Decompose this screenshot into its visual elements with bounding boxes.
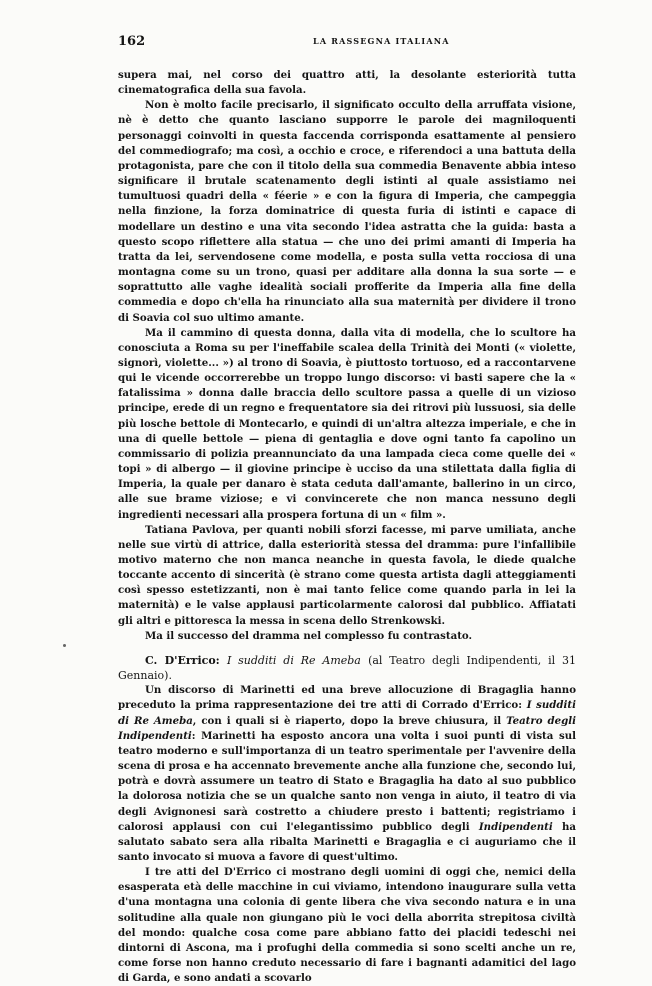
paragraph: Ma il cammino di questa donna, dalla vita di modella, che lo scultore ha conosciuta a Roma su per l'ineffabile scalea della Trinità dei Monti (« violette, signorì, violette... ») al trono di Soavia, è piuttosto tortuoso, ed a raccontarvene qui le vicende occorrerebbe un troppo lungo discorso: vi basti sapere che la « fatalissima » donna dalle braccia dello scultore passa a quelle di un vizioso principe, erede di un regno e frequentatore sia dei ritrovi più lussuosi, sia delle più losche bettole di Montecarlo, e quindi di un'altra altezza imperiale, e che in una di quelle bettole — piena di gentaglia e dove ogni tanto fa capolino un commissario di polizia preannunciato da una lampada cieca come quelle dei « topi » di albergo — il giovine principe è ucciso da una stilettata dalla figlia di Imperia, la quale per danaro è stata ceduta dall'amante, ballerino in un circo, alle sue brame viziose; e vi convincerete che non manca nessuno degli ingredienti necessari alla prospera fortuna di un « film ». bbox=[118, 326, 576, 521]
text-run: ha salutato sabato sera alla ribalta Marinetti e Bragaglia e ci auguriamo che il santo invocato si muova a favore di quest'ultimo. bbox=[118, 820, 576, 863]
running-title: LA RASSEGNA ITALIANA bbox=[313, 36, 450, 46]
page-header bbox=[118, 34, 576, 50]
paragraph: I tre atti del D'Errico ci mostrano degli uomini di oggi che, nemici della esasperata età delle macchine in cui viviamo, intendono inaugurare sulla vetta d'una montagna una colonia di gente libera che viva secondo natura e in una solitudine alla quale non giungano più le voci della aborrita strepitosa civiltà del mondo: qualche cosa come pare abbiano fatto dei placidi tedeschi nei dintorni di Ascona, ma i profughi della commedia si sono scelti anche un re, come forse non hanno creduto necessario di fare i bagnanti adamitici del lago di Garda, e sono andati a scovarlo bbox=[118, 866, 576, 985]
article-body bbox=[118, 68, 576, 986]
paragraph: Non è molto facile precisarlo, il significato occulto della arruffata visione, nè è detto che quanto lasciano supporre le parole dei magniloquenti personaggi coinvolti in questa faccenda corrisponda esattamente al pensiero del commediografo; ma così, a occhio e croce, e riferendoci a una battuta della protagonista, pare che con il titolo della sua commedia Benavente abbia inteso significare il brutale scatenamento degli istinti al quale assistiamo nei tumultuosi quadri della « féerie » e con la figura di Imperia, che campeggia nella finzione, la forza dominatrice di questa furia di istinti e capace di modellare un destino e una vita secondo l'idea astratta che la guida: basta a questo scopo riflettere alla statua — che uno dei primi amanti di Imperia ha tratta da lei, servendosene come modella, e posta sulla vetta rocciosa di una montagna come su un trono, quasi per additare alla donna la sua sorte — e soprattutto alle vaghe idealità sociali profferite da Imperia alla fine della commedia e dopo ch'ella ha rinunciato alla sua maternità per dividere il trono di Soavia col suo ultimo amante. bbox=[118, 99, 576, 324]
paragraph: supera mai, nel corso dei quattro atti, la desolante esteriorità tutta cinematografica della sua favola. bbox=[118, 69, 576, 97]
theatre-name: Indipendenti bbox=[478, 820, 553, 833]
paragraph: Tatiana Pavlova, per quanti nobili sforzi facesse, mi parve umiliata, anche nelle sue virtù di attrice, dalla esteriorità stessa del dramma: pure l'infallibile motivo materno che non manca neanche in questa favola, le diede qualche toccante accento di sincerità (è strano come questa artista dagli atteggiamenti così spesso estetizzanti, non è mai tanto felice come quando parla in lei la maternità) e le valse applausi particolarmente calorosi dal pubblico. Affiatati gli altri e pittoresca la messa in scena dello Strenkowski. bbox=[118, 523, 576, 627]
text-run: : Marinetti ha esposto ancora una volta i suoi punti di vista sul teatro moderno e sull'importanza di un teatro sperimentale per l'avvenire della scena di prosa e ha accennato brevemente anche alla funzione che, secondo lui, potrà e dovrà assumere un teatro di Stato e Bragaglia ha dato al suo pubblico la dolorosa notizia che se un qualche santo non venga in aiuto, il teatro di via degli Avignonesi sarà costretto a chiudere presto i battenti; registriamo i calorosi applausi con cui l'elegantissimo pubblico degli bbox=[118, 729, 576, 833]
review-title: I sudditi di Re Ameba bbox=[226, 653, 361, 667]
review-venue: (al Teatro degli Indipendenti, il 31 Gennaio). bbox=[118, 653, 576, 683]
paragraph bbox=[118, 683, 576, 865]
review-author: C. D'Errico: bbox=[145, 653, 220, 667]
text-run: Un discorso di Marinetti ed una breve allocuzione di Bragaglia hanno preceduto la prima rappresentazione dei tre atti di Corrado d'Errico: bbox=[118, 684, 576, 712]
page-number: 162 bbox=[118, 34, 146, 49]
text-run: , con i quali si è riaperto, dopo la breve chiusura, il bbox=[192, 714, 507, 727]
review-heading bbox=[118, 653, 576, 683]
paragraph: Ma il successo del dramma nel complesso fu contrastato. bbox=[145, 629, 473, 642]
play-title: I sudditi di Re Ameba bbox=[118, 699, 576, 727]
stray-dot bbox=[63, 644, 66, 647]
theatre-name: Teatro degli Indipendenti bbox=[118, 714, 576, 742]
